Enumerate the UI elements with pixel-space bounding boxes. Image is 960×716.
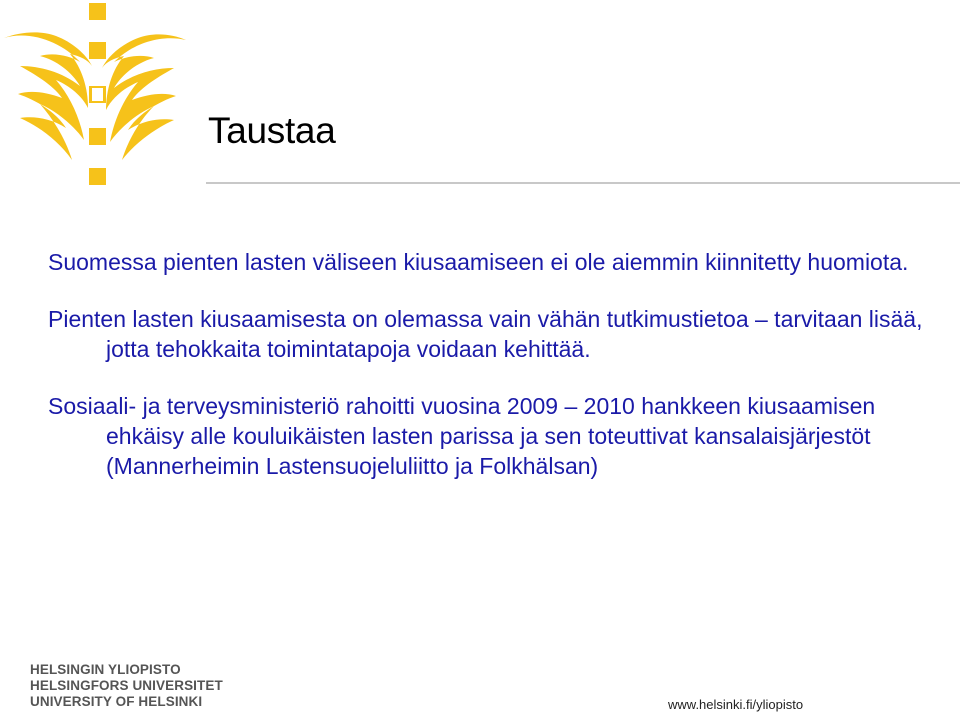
- bullet-paragraph-2: Pienten lasten kiusaamisesta on olemassa vain vähän tutkimustietoa – tarvitaan lisää, jotta tehokkaita toimintatapoja voidaan kehittää.: [48, 306, 923, 362]
- title-divider: [206, 182, 960, 184]
- slide-title: Taustaa: [208, 110, 336, 151]
- university-name-fi: HELSINGIN YLIOPISTO: [30, 662, 181, 677]
- slide-body: [48, 247, 948, 508]
- university-name-block: [30, 662, 223, 710]
- university-flame-logo-icon: [0, 0, 205, 195]
- bullet-paragraph-1: Suomessa pienten lasten väliseen kiusaamiseen ei ole aiemmin kiinnitetty huomiota.: [48, 249, 909, 275]
- bullet-paragraph-3: Sosiaali- ja terveysministeriö rahoitti vuosina 2009 – 2010 hankkeen kiusaamisen ehkäisy alle kouluikäisten lasten parissa ja sen toteuttivat kansalaisjärjestöt (Mannerheimin Lastensuojeluliitto ja Folkhälsan): [48, 393, 876, 479]
- university-name-sv: HELSINGFORS UNIVERSITET: [30, 678, 223, 693]
- university-name-en: UNIVERSITY OF HELSINKI: [30, 694, 203, 709]
- footer-url: www.helsinki.fi/yliopisto: [668, 697, 804, 712]
